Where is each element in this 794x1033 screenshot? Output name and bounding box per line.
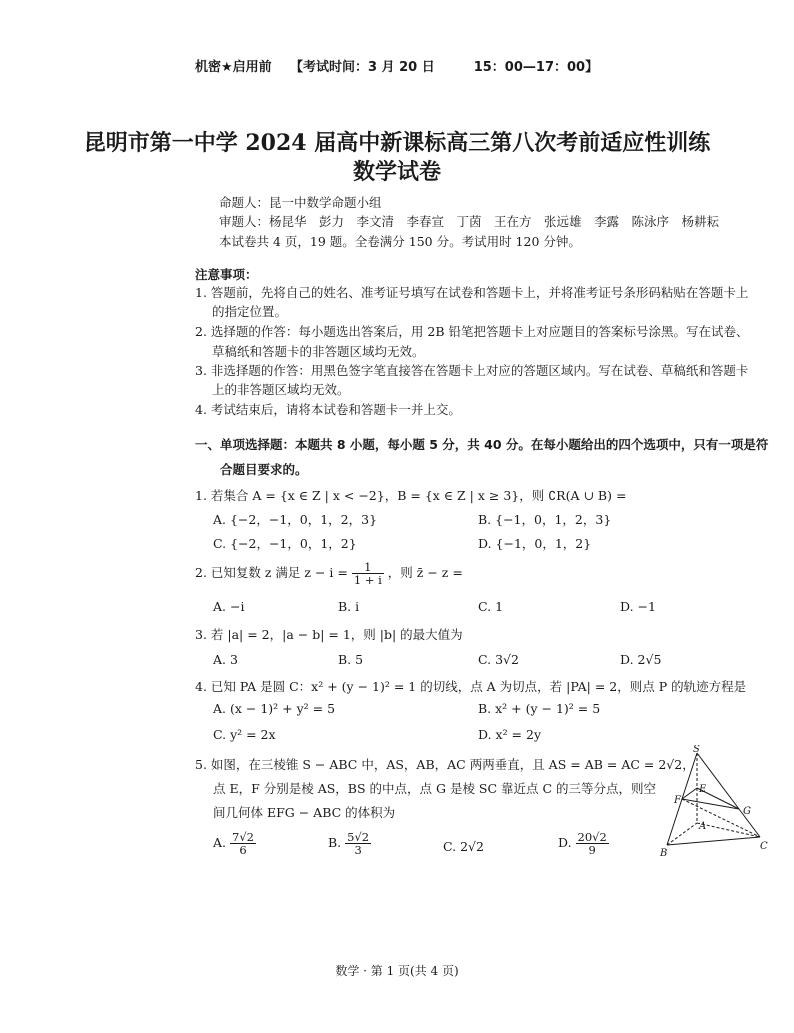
note-line: 的指定位置。	[212, 304, 288, 319]
question-4-stem: 4. 已知 PA 是圆 C：x² + (y − 1)² = 1 的切线，点 A 为切点，若 |PA| = 2，则点 P 的轨迹方程是	[195, 679, 747, 694]
pyramid-figure	[655, 745, 775, 860]
notes-heading: 注意事项：	[195, 267, 258, 282]
question-1-option-a: A. {−2，−1，0，1，2，3}	[213, 512, 378, 527]
page-footer: 数学 · 第 1 页(共 4 页)	[335, 964, 459, 978]
fraction-numerator: 7√2	[232, 830, 254, 844]
note-line: 草稿纸和答题卡的非答题区域均无效。	[212, 344, 425, 359]
question-2-fraction	[352, 561, 384, 586]
question-1-option-b: B. {−1，0，1，2，3}	[478, 512, 612, 527]
label-c: C	[760, 841, 768, 852]
question-2-option-a: A. −i	[213, 599, 245, 614]
label-a: A	[699, 821, 707, 832]
question-5-option-b	[328, 831, 371, 856]
label-b: B	[660, 848, 668, 859]
label-g: G	[743, 806, 751, 817]
question-3-option-b: B. 5	[338, 652, 364, 667]
note-line: 上的非答题区域均无效。	[212, 382, 350, 397]
question-3-option-c: C. 3√2	[478, 652, 519, 667]
question-5-option-d	[558, 831, 609, 856]
question-4-option-d: D. x² = 2y	[478, 727, 542, 742]
question-5-stem-line1: 5. 如图，在三棱锥 S − ABC 中，AS，AB，AC 两两垂直，且 AS = AB = AC = 2√2，	[195, 757, 695, 772]
question-2-stem-pre: 2. 已知复数 z 满足 z − i =	[195, 565, 348, 581]
option-label: A.	[213, 835, 227, 851]
option-label: B.	[328, 835, 342, 851]
reviewers-line: 审题人：杨昆华 彭力 李文清 李春宣 丁茵 王在方 张远雄 李露 陈泳序 杨耕耘	[219, 214, 720, 229]
page-title: 昆明市第一中学 2024 届高中新课标高三第八次考前适应性训练	[83, 130, 711, 156]
exam-info-line: 本试卷共 4 页，19 题。全卷满分 150 分。考试用时 120 分钟。	[219, 234, 581, 249]
question-1-option-d: D. {−1，0，1，2}	[478, 536, 592, 551]
label-s: S	[693, 745, 700, 755]
option-label: D.	[558, 835, 572, 851]
question-5-option-a	[213, 831, 256, 856]
question-3-option-a: A. 3	[213, 652, 238, 667]
edge-fc	[682, 799, 760, 837]
note-line: 3. 非选择题的作答：用黑色签字笔直接答在答题卡上对应的答题区域内。写在试卷、草稿纸和答题卡	[195, 363, 749, 378]
page-subtitle: 数学试卷	[352, 159, 441, 185]
label-e: E	[699, 784, 707, 795]
question-5-stem-line3: 间几何体 EFG − ABC 的体积为	[213, 805, 396, 820]
question-5-stem-line2: 点 E，F 分别是棱 AS，BS 的中点，点 G 是棱 SC 靠近点 C 的三等分点，则空	[213, 781, 657, 796]
question-2-option-b: B. i	[338, 599, 360, 614]
question-4-option-c: C. y² = 2x	[213, 727, 276, 742]
fraction-numerator: 1	[352, 561, 384, 574]
fraction-numerator: 5√2	[347, 830, 370, 844]
fraction-denominator: 6	[239, 843, 247, 858]
edge-ab	[667, 823, 697, 845]
proposer-line: 命题人：昆一中数学命题小组	[219, 195, 382, 210]
secret-label: 机密★启用前	[195, 60, 272, 75]
exam-time: 【考试时间：3 月 20 日 15：00—17：00】	[290, 60, 599, 75]
fraction-denominator: 9	[588, 843, 596, 858]
note-line: 1. 答题前，先将自己的姓名、准考证号填写在试卷和答题卡上，并将准考证号条形码粘贴在答题卡上	[195, 285, 749, 300]
section-heading: 一、单项选择题：本题共 8 小题，每小题 5 分，共 40 分。在每小题给出的四个选项中，只有一项是符	[195, 437, 769, 452]
edge-sc	[697, 753, 760, 837]
question-3-stem: 3. 若 |a| = 2，|a − b| = 1，则 |b| 的最大值为	[195, 627, 463, 642]
question-4-option-b: B. x² + (y − 1)² = 5	[478, 701, 601, 716]
fraction-numerator: 20√2	[577, 830, 607, 844]
option-fraction	[230, 831, 256, 856]
fraction-denominator: 3	[354, 843, 362, 858]
option-fraction	[345, 831, 371, 856]
option-fraction	[576, 831, 609, 856]
fraction-denominator: 1 + i	[353, 573, 382, 588]
question-2-stem	[195, 561, 463, 586]
question-4-option-a: A. (x − 1)² + y² = 5	[213, 701, 336, 716]
question-2-stem-post: ，则 z̄ − z =	[387, 565, 463, 581]
note-line: 2. 选择题的作答：每小题选出答案后，用 2B 铅笔把答题卡上对应题目的答案标号涂黑。写在试卷、	[195, 324, 749, 339]
question-3-option-d: D. 2√5	[620, 652, 662, 667]
edge-fg	[682, 799, 739, 809]
note-line: 4. 考试结束后，请将本试卷和答题卡一并上交。	[195, 402, 461, 417]
edge-bc	[667, 837, 760, 845]
question-1-stem: 1. 若集合 A = {x ∈ Z | x < −2}，B = {x ∈ Z | x ≥ 3}，则 ∁R(A ∪ B) =	[195, 488, 627, 503]
label-f: F	[674, 795, 681, 806]
question-1-option-c: C. {−2，−1，0，1，2}	[213, 536, 357, 551]
section-heading-cont: 合题目要求的。	[220, 462, 308, 477]
question-5-option-c: C. 2√2	[443, 839, 484, 854]
question-2-option-c: C. 1	[478, 599, 504, 614]
question-2-option-d: D. −1	[620, 599, 656, 614]
